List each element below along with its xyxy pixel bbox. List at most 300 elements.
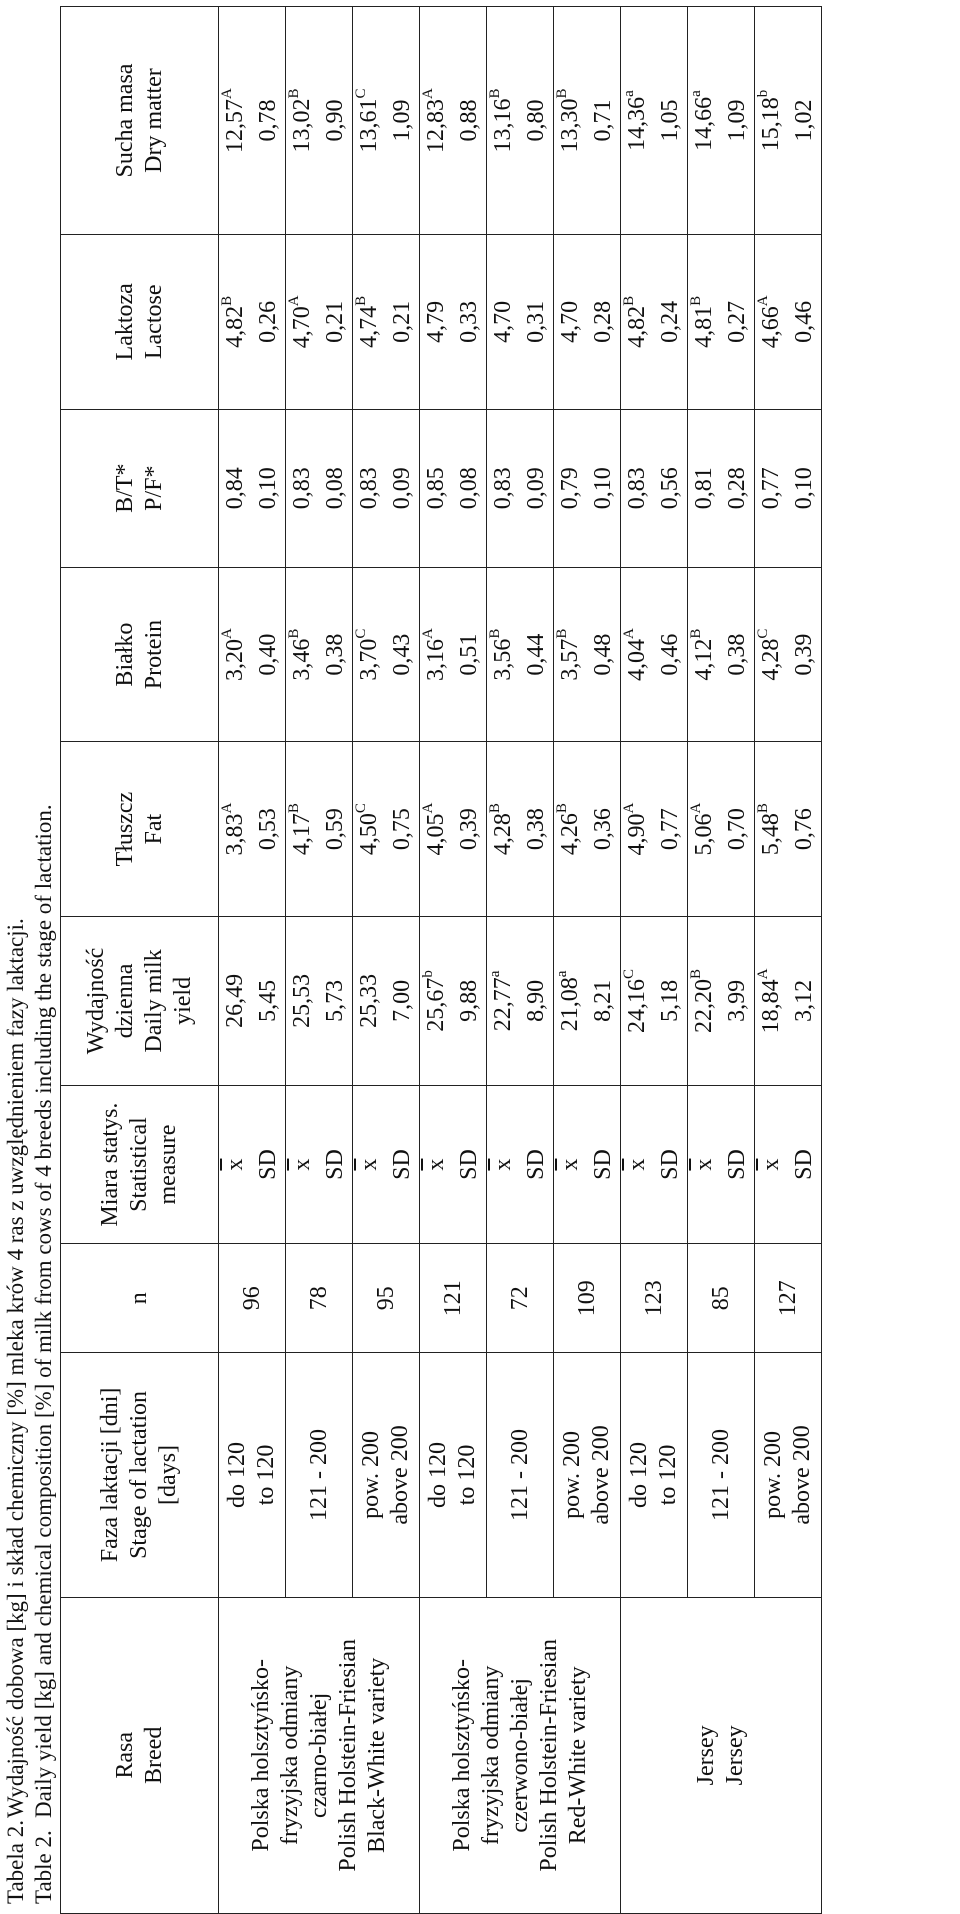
breed-name-line: czerwono-białej xyxy=(506,1678,533,1833)
mean-symbol: $\overline{x}$ xyxy=(222,1158,248,1171)
mean-yield xyxy=(219,916,253,1085)
mean-value: 4,05 xyxy=(423,813,449,856)
sd-protein: 0,38 xyxy=(319,567,353,742)
n-value: 95 xyxy=(353,1244,420,1353)
header-dm-line: Dry matter xyxy=(140,68,167,173)
sd-dm: 0,90 xyxy=(319,7,353,235)
mean-value: 25,67 xyxy=(423,977,449,1032)
sd-dm: 0,88 xyxy=(453,7,487,235)
mean-value: 3,56 xyxy=(490,638,516,681)
sd-protein: 0,48 xyxy=(587,567,621,742)
mean-value: 13,16 xyxy=(490,98,516,153)
sd-lactose: 0,21 xyxy=(386,235,420,410)
sd-pf: 0,28 xyxy=(721,409,755,567)
stage-line: pow. 200 xyxy=(559,1431,585,1519)
mean-value: 25,53 xyxy=(289,973,315,1028)
mean-dm xyxy=(621,7,655,235)
mean-pf xyxy=(420,409,454,567)
mean-value: 4,28 xyxy=(490,813,516,856)
breed-name-line: fryzyjska odmiany xyxy=(477,1665,504,1845)
stage-line: do 120 xyxy=(425,1441,451,1508)
mean-protein xyxy=(219,567,253,742)
stage-line: above 200 xyxy=(387,1425,413,1525)
significance-letter: C xyxy=(621,968,637,979)
mean-value: 4,28 xyxy=(758,638,784,681)
significance-letter: b xyxy=(755,89,771,98)
mean-value: 4,82 xyxy=(222,305,248,348)
mean-dm xyxy=(353,7,387,235)
measure-mean xyxy=(487,1085,521,1243)
mean-protein xyxy=(286,567,320,742)
mean-value: 14,36 xyxy=(624,96,650,151)
mean-value: 13,30 xyxy=(557,98,583,153)
header-yield-line: yield xyxy=(169,976,196,1025)
significance-letter: A xyxy=(420,88,436,99)
header-protein-line: Białko xyxy=(111,622,138,687)
header-lactose-line: Laktoza xyxy=(111,283,138,361)
significance-letter: B xyxy=(755,803,771,814)
header-protein-line: Protein xyxy=(140,619,167,690)
significance-letter: A xyxy=(621,628,637,639)
stage-line: 121 - 200 xyxy=(707,1428,734,1521)
table-body xyxy=(219,7,822,1914)
sd-dm: 1,02 xyxy=(788,7,822,235)
stage-line: pow. 200 xyxy=(760,1431,786,1519)
sd-dm: 1,05 xyxy=(654,7,688,235)
mean-value: 5,06 xyxy=(691,813,717,856)
stage-of-lactation xyxy=(554,1353,621,1597)
sd-pf: 0,09 xyxy=(386,409,420,567)
mean-value: 25,33 xyxy=(356,973,382,1028)
caption-polish-label: Tabela 2. xyxy=(3,1820,28,1904)
n-value: 109 xyxy=(554,1244,621,1353)
mean-value: 0,79 xyxy=(557,467,583,510)
n-value: 72 xyxy=(487,1244,554,1353)
significance-letter: C xyxy=(755,628,771,639)
breed-name xyxy=(219,1597,420,1913)
mean-lactose xyxy=(621,235,655,410)
sd-yield: 3,12 xyxy=(788,916,822,1085)
sd-pf: 0,10 xyxy=(252,409,286,567)
sd-fat: 0,70 xyxy=(721,742,755,917)
sd-protein: 0,51 xyxy=(453,567,487,742)
mean-value: 3,70 xyxy=(356,638,382,681)
breed-name-line: czarno-białej xyxy=(305,1692,332,1818)
stage-line: to 120 xyxy=(454,1444,480,1506)
mean-value: 0,84 xyxy=(222,467,248,510)
sd-yield: 5,73 xyxy=(319,916,353,1085)
breed-name-line: fryzyjska odmiany xyxy=(276,1665,303,1845)
header-breed xyxy=(61,1597,219,1913)
sd-pf: 0,08 xyxy=(453,409,487,567)
mean-fat xyxy=(755,742,789,917)
significance-letter: B xyxy=(487,803,503,814)
mean-protein xyxy=(420,567,454,742)
mean-dm xyxy=(755,7,789,235)
mean-value: 18,84 xyxy=(758,979,784,1034)
mean-value: 13,02 xyxy=(289,98,315,153)
mean-lactose xyxy=(420,235,454,410)
significance-letter: A xyxy=(219,628,235,639)
sd-protein: 0,44 xyxy=(520,567,554,742)
mean-yield xyxy=(621,916,655,1085)
sd-yield: 8,21 xyxy=(587,916,621,1085)
sd-pf: 0,56 xyxy=(654,409,688,567)
measure-mean xyxy=(420,1085,454,1243)
stage-line: do 120 xyxy=(224,1441,250,1508)
significance-letter: B xyxy=(487,88,503,99)
header-n-line: n xyxy=(126,1292,152,1305)
significance-letter: A xyxy=(420,628,436,639)
measure-mean xyxy=(554,1085,588,1243)
sd-dm: 0,71 xyxy=(587,7,621,235)
sd-pf: 0,10 xyxy=(587,409,621,567)
mean-value: 26,49 xyxy=(222,973,248,1028)
significance-letter: B xyxy=(621,295,637,306)
significance-letter: a xyxy=(621,90,637,97)
mean-value: 4,26 xyxy=(557,813,583,856)
caption-polish-text: Wydajność dobowa [kg] i skład chemiczny [%] mleka krów 4 ras z uwzględnieniem fazy laktacji. xyxy=(3,918,28,1818)
n-value: 127 xyxy=(755,1244,822,1353)
mean-value: 0,85 xyxy=(423,467,449,510)
sd-lactose: 0,26 xyxy=(252,235,286,410)
measure-sd: SD xyxy=(721,1085,755,1243)
sd-fat: 0,53 xyxy=(252,742,286,917)
sd-fat: 0,39 xyxy=(453,742,487,917)
header-yield-line: Wydajność xyxy=(82,947,109,1055)
mean-dm xyxy=(487,7,521,235)
stage-line: pow. 200 xyxy=(358,1431,384,1519)
mean-yield xyxy=(353,916,387,1085)
mean-value: 4,79 xyxy=(423,300,449,343)
measure-sd: SD xyxy=(520,1085,554,1243)
caption-polish xyxy=(2,918,30,1904)
header-measure xyxy=(61,1085,219,1243)
sd-fat: 0,75 xyxy=(386,742,420,917)
mean-fat xyxy=(286,742,320,917)
caption-english xyxy=(30,804,58,1904)
measure-sd: SD xyxy=(319,1085,353,1243)
significance-letter: B xyxy=(688,628,704,639)
mean-symbol: $\overline{x}$ xyxy=(691,1158,717,1171)
caption-english-label: Table 2. xyxy=(31,1830,56,1904)
significance-letter: B xyxy=(353,295,369,306)
mean-value: 4,70 xyxy=(289,306,315,349)
sd-yield: 3,99 xyxy=(721,916,755,1085)
sd-fat: 0,77 xyxy=(654,742,688,917)
sd-pf: 0,08 xyxy=(319,409,353,567)
mean-fat xyxy=(353,742,387,917)
sd-fat: 0,59 xyxy=(319,742,353,917)
header-measure-line: Miara statys. xyxy=(97,1102,123,1227)
mean-value: 12,57 xyxy=(222,98,248,153)
mean-value: 4,70 xyxy=(557,300,583,343)
sd-fat: 0,76 xyxy=(788,742,822,917)
significance-letter: B xyxy=(286,88,302,99)
significance-letter: B xyxy=(688,295,704,306)
significance-letter: A xyxy=(755,295,771,307)
sd-protein: 0,39 xyxy=(788,567,822,742)
sd-fat: 0,38 xyxy=(520,742,554,917)
breed-name-line: Polska holsztyńsko- xyxy=(247,1658,274,1852)
sd-pf: 0,09 xyxy=(520,409,554,567)
header-fat-line: Tłuszcz xyxy=(111,791,138,867)
table-row-mean xyxy=(219,7,253,1914)
n-value: 96 xyxy=(219,1244,286,1353)
mean-value: 14,66 xyxy=(691,96,717,151)
mean-fat xyxy=(219,742,253,917)
significance-letter: B xyxy=(554,628,570,639)
mean-value: 4,70 xyxy=(490,300,516,343)
sd-protein: 0,40 xyxy=(252,567,286,742)
stage-of-lactation xyxy=(219,1353,286,1597)
header-lactose-line: Lactose xyxy=(140,284,167,360)
mean-yield xyxy=(286,916,320,1085)
sd-lactose: 0,31 xyxy=(520,235,554,410)
mean-value: 4,74 xyxy=(356,305,382,348)
stage-of-lactation xyxy=(621,1353,688,1597)
measure-mean xyxy=(219,1085,253,1243)
mean-protein xyxy=(755,567,789,742)
table-row-mean xyxy=(621,7,655,1914)
header-n xyxy=(61,1244,219,1353)
measure-mean xyxy=(286,1085,320,1243)
mean-fat xyxy=(688,742,722,917)
sd-lactose: 0,21 xyxy=(319,235,353,410)
sd-protein: 0,43 xyxy=(386,567,420,742)
mean-value: 5,48 xyxy=(758,813,784,856)
mean-value: 24,16 xyxy=(624,978,650,1033)
mean-pf xyxy=(755,409,789,567)
breed-name xyxy=(621,1597,822,1913)
stage-of-lactation xyxy=(487,1353,554,1597)
mean-symbol: $\overline{x}$ xyxy=(356,1158,382,1171)
sd-yield: 9,88 xyxy=(453,916,487,1085)
breed-name-line: Polish Holstein-Friesian xyxy=(535,1638,562,1872)
mean-protein xyxy=(353,567,387,742)
mean-fat xyxy=(487,742,521,917)
mean-symbol: $\overline{x}$ xyxy=(490,1158,516,1171)
breed-name xyxy=(420,1597,621,1913)
mean-pf xyxy=(688,409,722,567)
mean-value: 0,83 xyxy=(356,467,382,510)
header-stage-line: Stage of lactation xyxy=(126,1390,152,1559)
mean-fat xyxy=(621,742,655,917)
header-measure-line: Statistical xyxy=(126,1117,152,1212)
measure-sd: SD xyxy=(654,1085,688,1243)
stage-line: to 120 xyxy=(655,1444,681,1506)
significance-letter: a xyxy=(688,90,704,97)
mean-lactose xyxy=(353,235,387,410)
breed-name-line: Polska holsztyńsko- xyxy=(448,1658,475,1852)
sd-dm: 1,09 xyxy=(386,7,420,235)
header-stage-line: [days] xyxy=(155,1444,181,1505)
sd-dm: 1,09 xyxy=(721,7,755,235)
header-measure-line: measure xyxy=(155,1124,181,1205)
mean-lactose xyxy=(487,235,521,410)
breed-name-line: Black-White variety xyxy=(363,1657,390,1853)
mean-symbol: $\overline{x}$ xyxy=(289,1158,315,1171)
n-value: 78 xyxy=(286,1244,353,1353)
mean-value: 0,83 xyxy=(289,467,315,510)
header-fat-line: Fat xyxy=(140,813,167,845)
stage-line: 121 - 200 xyxy=(305,1428,332,1521)
mean-value: 3,20 xyxy=(222,638,248,681)
mean-value: 0,81 xyxy=(691,467,717,510)
mean-value: 4,17 xyxy=(289,813,315,856)
header-stage xyxy=(61,1353,219,1597)
stage-line: to 120 xyxy=(253,1444,279,1506)
header-yield-line: dzienna xyxy=(111,963,138,1039)
sd-protein: 0,38 xyxy=(721,567,755,742)
significance-letter: B xyxy=(487,628,503,639)
mean-protein xyxy=(621,567,655,742)
significance-letter: A xyxy=(688,802,704,814)
sd-fat: 0,36 xyxy=(587,742,621,917)
table-header xyxy=(61,7,219,1914)
sd-protein: 0,46 xyxy=(654,567,688,742)
mean-dm xyxy=(219,7,253,235)
header-yield xyxy=(61,916,219,1085)
sd-lactose: 0,46 xyxy=(788,235,822,410)
mean-pf xyxy=(621,409,655,567)
header-breed-line: Breed xyxy=(140,1726,167,1784)
breed-name-line: Red-White variety xyxy=(564,1666,591,1845)
mean-lactose xyxy=(755,235,789,410)
mean-fat xyxy=(420,742,454,917)
header-dm xyxy=(61,7,219,235)
stage-of-lactation xyxy=(286,1353,353,1597)
mean-value: 4,81 xyxy=(691,305,717,348)
stage-line: 121 - 200 xyxy=(506,1428,533,1521)
significance-letter: a xyxy=(487,970,503,978)
mean-pf xyxy=(286,409,320,567)
mean-value: 12,83 xyxy=(423,98,449,153)
measure-mean xyxy=(755,1085,789,1243)
mean-lactose xyxy=(554,235,588,410)
sd-pf: 0,10 xyxy=(788,409,822,567)
breed-name-line: Jersey xyxy=(693,1725,719,1786)
significance-letter: C xyxy=(353,628,369,639)
mean-value: 3,46 xyxy=(289,638,315,681)
mean-yield xyxy=(554,916,588,1085)
measure-mean xyxy=(353,1085,387,1243)
sd-yield: 5,18 xyxy=(654,916,688,1085)
measure-sd: SD xyxy=(788,1085,822,1243)
mean-dm xyxy=(688,7,722,235)
mean-yield xyxy=(487,916,521,1085)
significance-letter: B xyxy=(286,803,302,814)
measure-sd: SD xyxy=(386,1085,420,1243)
significance-letter: B xyxy=(554,803,570,814)
mean-dm xyxy=(554,7,588,235)
sd-yield: 7,00 xyxy=(386,916,420,1085)
mean-value: 22,77 xyxy=(490,977,516,1032)
significance-letter: A xyxy=(420,802,436,814)
mean-pf xyxy=(487,409,521,567)
sd-yield: 5,45 xyxy=(252,916,286,1085)
mean-value: 13,61 xyxy=(356,98,382,153)
sd-lactose: 0,28 xyxy=(587,235,621,410)
stage-of-lactation xyxy=(420,1353,487,1597)
measure-sd: SD xyxy=(587,1085,621,1243)
measure-sd: SD xyxy=(453,1085,487,1243)
header-lactose xyxy=(61,235,219,410)
milk-composition-table xyxy=(60,6,822,1914)
significance-letter: A xyxy=(219,88,235,99)
significance-letter: A xyxy=(621,802,637,814)
mean-value: 4,04 xyxy=(624,638,650,681)
mean-value: 0,77 xyxy=(758,467,784,510)
caption-english-text: Daily yield [kg] and chemical composition [%] of milk from cows of 4 breeds including the stage of lactation. xyxy=(31,804,56,1818)
mean-pf xyxy=(554,409,588,567)
mean-lactose xyxy=(219,235,253,410)
header-breed-line: Rasa xyxy=(111,1731,138,1779)
header-dm-line: Sucha masa xyxy=(111,63,138,178)
n-value: 121 xyxy=(420,1244,487,1353)
mean-value: 4,50 xyxy=(356,813,382,856)
header-yield-line: Daily milk xyxy=(140,949,167,1053)
measure-mean xyxy=(621,1085,655,1243)
mean-pf xyxy=(353,409,387,567)
mean-value: 3,83 xyxy=(222,813,248,856)
sd-dm: 0,78 xyxy=(252,7,286,235)
mean-value: 0,83 xyxy=(490,467,516,510)
sd-lactose: 0,33 xyxy=(453,235,487,410)
header-row xyxy=(61,7,219,1914)
stage-of-lactation xyxy=(688,1353,755,1597)
stage-line: do 120 xyxy=(626,1441,652,1508)
mean-value: 4,82 xyxy=(624,305,650,348)
mean-value: 15,18 xyxy=(758,97,784,152)
stage-line: above 200 xyxy=(789,1425,815,1525)
header-stage-line: Faza laktacji [dni] xyxy=(97,1387,123,1563)
sd-dm: 0,80 xyxy=(520,7,554,235)
significance-letter: B xyxy=(286,628,302,639)
significance-letter: B xyxy=(688,968,704,979)
mean-protein xyxy=(487,567,521,742)
header-pf xyxy=(61,409,219,567)
stage-of-lactation xyxy=(353,1353,420,1597)
significance-letter: b xyxy=(420,970,436,978)
mean-pf xyxy=(219,409,253,567)
sd-yield: 8,90 xyxy=(520,916,554,1085)
stage-of-lactation xyxy=(755,1353,822,1597)
mean-lactose xyxy=(688,235,722,410)
n-value: 123 xyxy=(621,1244,688,1353)
mean-value: 21,08 xyxy=(557,977,583,1032)
mean-symbol: $\overline{x}$ xyxy=(423,1158,449,1171)
breed-name-line: Jersey xyxy=(722,1725,748,1786)
mean-value: 3,16 xyxy=(423,638,449,681)
mean-value: 4,66 xyxy=(758,306,784,349)
mean-value: 22,20 xyxy=(691,978,717,1033)
header-pf-line: P/F* xyxy=(140,465,167,511)
significance-letter: C xyxy=(353,88,369,99)
sd-lactose: 0,27 xyxy=(721,235,755,410)
mean-symbol: $\overline{x}$ xyxy=(557,1158,583,1171)
mean-protein xyxy=(688,567,722,742)
significance-letter: A xyxy=(219,802,235,814)
significance-letter: A xyxy=(286,295,302,307)
mean-symbol: $\overline{x}$ xyxy=(758,1158,784,1171)
header-fat xyxy=(61,742,219,917)
significance-letter: C xyxy=(353,803,369,814)
mean-value: 4,90 xyxy=(624,813,650,856)
mean-lactose xyxy=(286,235,320,410)
significance-letter: a xyxy=(554,970,570,978)
measure-sd: SD xyxy=(252,1085,286,1243)
